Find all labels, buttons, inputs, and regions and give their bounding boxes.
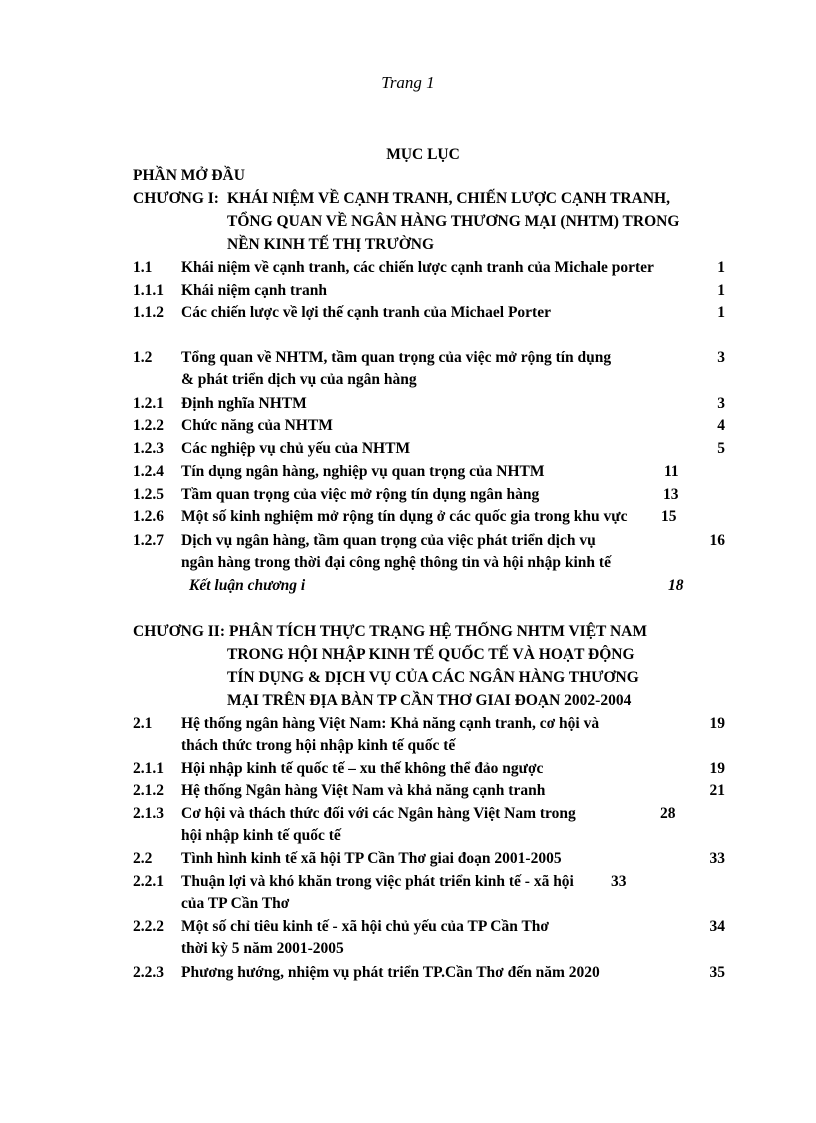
entry-number: 2.2.2 bbox=[133, 918, 164, 935]
chapter-2-line: TÍN DỤNG & DỊCH VỤ CỦA CÁC NGÂN HÀNG THƯƠNG bbox=[227, 669, 639, 686]
toc-entry[interactable] bbox=[0, 916, 816, 957]
entry-page: 34 bbox=[709, 918, 725, 935]
chapter-1-summary[interactable] bbox=[0, 575, 816, 597]
entry-title: Tình hình kinh tế xã hội TP Cần Thơ giai đoạn 2001-2005 bbox=[181, 850, 562, 867]
entry-page: 16 bbox=[709, 532, 725, 549]
toc-intro: PHẦN MỞ ĐẦU bbox=[133, 167, 245, 184]
toc-entry[interactable] bbox=[0, 461, 816, 483]
entry-page: 1 bbox=[717, 282, 725, 299]
entry-page: 15 bbox=[661, 508, 677, 525]
page-header: Trang 1 bbox=[381, 73, 435, 92]
entry-number: 2.1.3 bbox=[133, 805, 164, 822]
entry-number: 1.2.5 bbox=[133, 486, 164, 503]
entry-number: 1.1.2 bbox=[133, 304, 164, 321]
entry-page: 1 bbox=[717, 304, 725, 321]
toc-entry[interactable] bbox=[0, 280, 816, 302]
entry-page: 4 bbox=[717, 417, 725, 434]
entry-number: 2.2 bbox=[133, 850, 153, 867]
entry-number: 2.1 bbox=[133, 715, 153, 732]
toc-entry[interactable] bbox=[0, 780, 816, 802]
entry-number: 2.2.1 bbox=[133, 873, 164, 890]
entry-page: 35 bbox=[709, 964, 725, 981]
entry-title: Chức năng của NHTM bbox=[181, 417, 333, 434]
entry-title: Thuận lợi và khó khăn trong việc phát triển kinh tế - xã hội bbox=[181, 873, 574, 890]
entry-number: 1.2.7 bbox=[133, 532, 164, 549]
toc-entry[interactable] bbox=[0, 302, 816, 324]
summary-page: 18 bbox=[668, 577, 684, 594]
entry-title: Khái niệm cạnh tranh bbox=[181, 282, 327, 299]
entry-page: 5 bbox=[717, 440, 725, 457]
entry-page: 33 bbox=[611, 873, 627, 890]
toc-entry[interactable] bbox=[0, 962, 816, 984]
chapter-2-label: CHƯƠNG II: bbox=[133, 623, 225, 640]
entry-title-continued: thời kỳ 5 năm 2001-2005 bbox=[181, 940, 344, 957]
entry-number: 1.2.3 bbox=[133, 440, 164, 457]
entry-title: Hệ thống Ngân hàng Việt Nam và khả năng cạnh tranh bbox=[181, 782, 546, 799]
chapter-2-line: MẠI TRÊN ĐỊA BÀN TP CẦN THƠ GIAI ĐOẠN 2002-2004 bbox=[227, 692, 632, 709]
entry-number: 1.2.6 bbox=[133, 508, 164, 525]
entry-title: Một số kinh nghiệm mở rộng tín dụng ở các quốc gia trong khu vực bbox=[181, 508, 628, 525]
entry-number: 1.2.2 bbox=[133, 417, 164, 434]
summary-title: Kết luận chương i bbox=[189, 577, 306, 594]
chapter-2-line: TRONG HỘI NHẬP KINH TẾ QUỐC TẾ VÀ HOẠT ĐỘNG bbox=[227, 646, 635, 663]
toc-entry[interactable] bbox=[0, 758, 816, 780]
toc-entry[interactable] bbox=[0, 530, 816, 571]
toc-entry[interactable] bbox=[0, 803, 816, 844]
toc-entry[interactable] bbox=[0, 848, 816, 870]
entry-title: Định nghĩa NHTM bbox=[181, 395, 307, 412]
entry-title: Hệ thống ngân hàng Việt Nam: Khả năng cạnh tranh, cơ hội và bbox=[181, 715, 600, 732]
toc-entry[interactable] bbox=[0, 347, 816, 388]
chapter-2-line: PHÂN TÍCH THỰC TRẠNG HỆ THỐNG NHTM VIỆT NAM bbox=[229, 623, 647, 640]
entry-title: Cơ hội và thách thức đối với các Ngân hàng Việt Nam trong bbox=[181, 805, 576, 822]
entry-number: 2.2.3 bbox=[133, 964, 164, 981]
entry-page: 1 bbox=[717, 259, 725, 276]
entry-title: Phương hướng, nhiệm vụ phát triển TP.Cần Thơ đến năm 2020 bbox=[181, 964, 600, 981]
entry-page: 19 bbox=[709, 715, 725, 732]
toc-title: MỤC LỤC bbox=[386, 146, 460, 163]
entry-number: 1.1 bbox=[133, 259, 153, 276]
entry-page: 21 bbox=[709, 782, 725, 799]
entry-page: 3 bbox=[717, 349, 725, 366]
toc-entry[interactable] bbox=[0, 871, 816, 912]
chapter-1-line: TỔNG QUAN VỀ NGÂN HÀNG THƯƠNG MẠI (NHTM) TRONG bbox=[227, 213, 680, 230]
entry-page: 33 bbox=[709, 850, 725, 867]
entry-title: Một số chỉ tiêu kinh tế - xã hội chủ yếu của TP Cần Thơ bbox=[181, 918, 550, 935]
toc-entry[interactable] bbox=[0, 713, 816, 754]
entry-title-continued: thách thức trong hội nhập kinh tế quốc tế bbox=[181, 737, 456, 754]
entry-title: Tầm quan trọng của việc mở rộng tín dụng ngân hàng bbox=[181, 486, 540, 503]
entry-title-continued: & phát triển dịch vụ của ngân hàng bbox=[181, 371, 417, 388]
entry-title: Dịch vụ ngân hàng, tầm quan trọng của việc phát triển dịch vụ bbox=[181, 532, 596, 549]
entry-title: Các chiến lược về lợi thế cạnh tranh của Michael Porter bbox=[181, 304, 551, 321]
entry-number: 1.1.1 bbox=[133, 282, 164, 299]
toc-entry[interactable] bbox=[0, 484, 816, 506]
entry-page: 3 bbox=[717, 395, 725, 412]
chapter-1-line: KHÁI NIỆM VỀ CẠNH TRANH, CHIẾN LƯỢC CẠNH TRANH, bbox=[227, 190, 670, 207]
entry-number: 2.1.2 bbox=[133, 782, 164, 799]
entry-title: Khái niệm về cạnh tranh, các chiến lược cạnh tranh của Michale porter bbox=[181, 259, 654, 276]
entry-page: 19 bbox=[709, 760, 725, 777]
entry-page: 13 bbox=[663, 486, 679, 503]
entry-page: 28 bbox=[660, 805, 676, 822]
entry-page: 11 bbox=[664, 463, 679, 480]
chapter-1-line: NỀN KINH TẾ THỊ TRƯỜNG bbox=[227, 236, 435, 253]
entry-title-continued: ngân hàng trong thời đại công nghệ thông tin và hội nhập kinh tế bbox=[181, 554, 611, 571]
entry-title: Tín dụng ngân hàng, nghiệp vụ quan trọng của NHTM bbox=[181, 463, 545, 480]
toc-entry[interactable] bbox=[0, 438, 816, 460]
entry-number: 1.2.1 bbox=[133, 395, 164, 412]
toc-entry[interactable] bbox=[0, 257, 816, 279]
toc-entry[interactable] bbox=[0, 506, 816, 528]
entry-number: 1.2.4 bbox=[133, 463, 164, 480]
entry-number: 2.1.1 bbox=[133, 760, 164, 777]
entry-title-continued: hội nhập kinh tế quốc tế bbox=[181, 827, 341, 844]
chapter-1-label: CHƯƠNG I: bbox=[133, 190, 219, 207]
toc-entry[interactable] bbox=[0, 415, 816, 437]
entry-title: Hội nhập kinh tế quốc tế – xu thế không thể đảo ngược bbox=[181, 760, 544, 777]
entry-title: Tổng quan về NHTM, tầm quan trọng của việc mở rộng tín dụng bbox=[181, 349, 612, 366]
entry-title: Các nghiệp vụ chủ yếu của NHTM bbox=[181, 440, 411, 457]
entry-number: 1.2 bbox=[133, 349, 153, 366]
entry-title-continued: của TP Cần Thơ bbox=[181, 895, 290, 912]
toc-entry[interactable] bbox=[0, 393, 816, 415]
